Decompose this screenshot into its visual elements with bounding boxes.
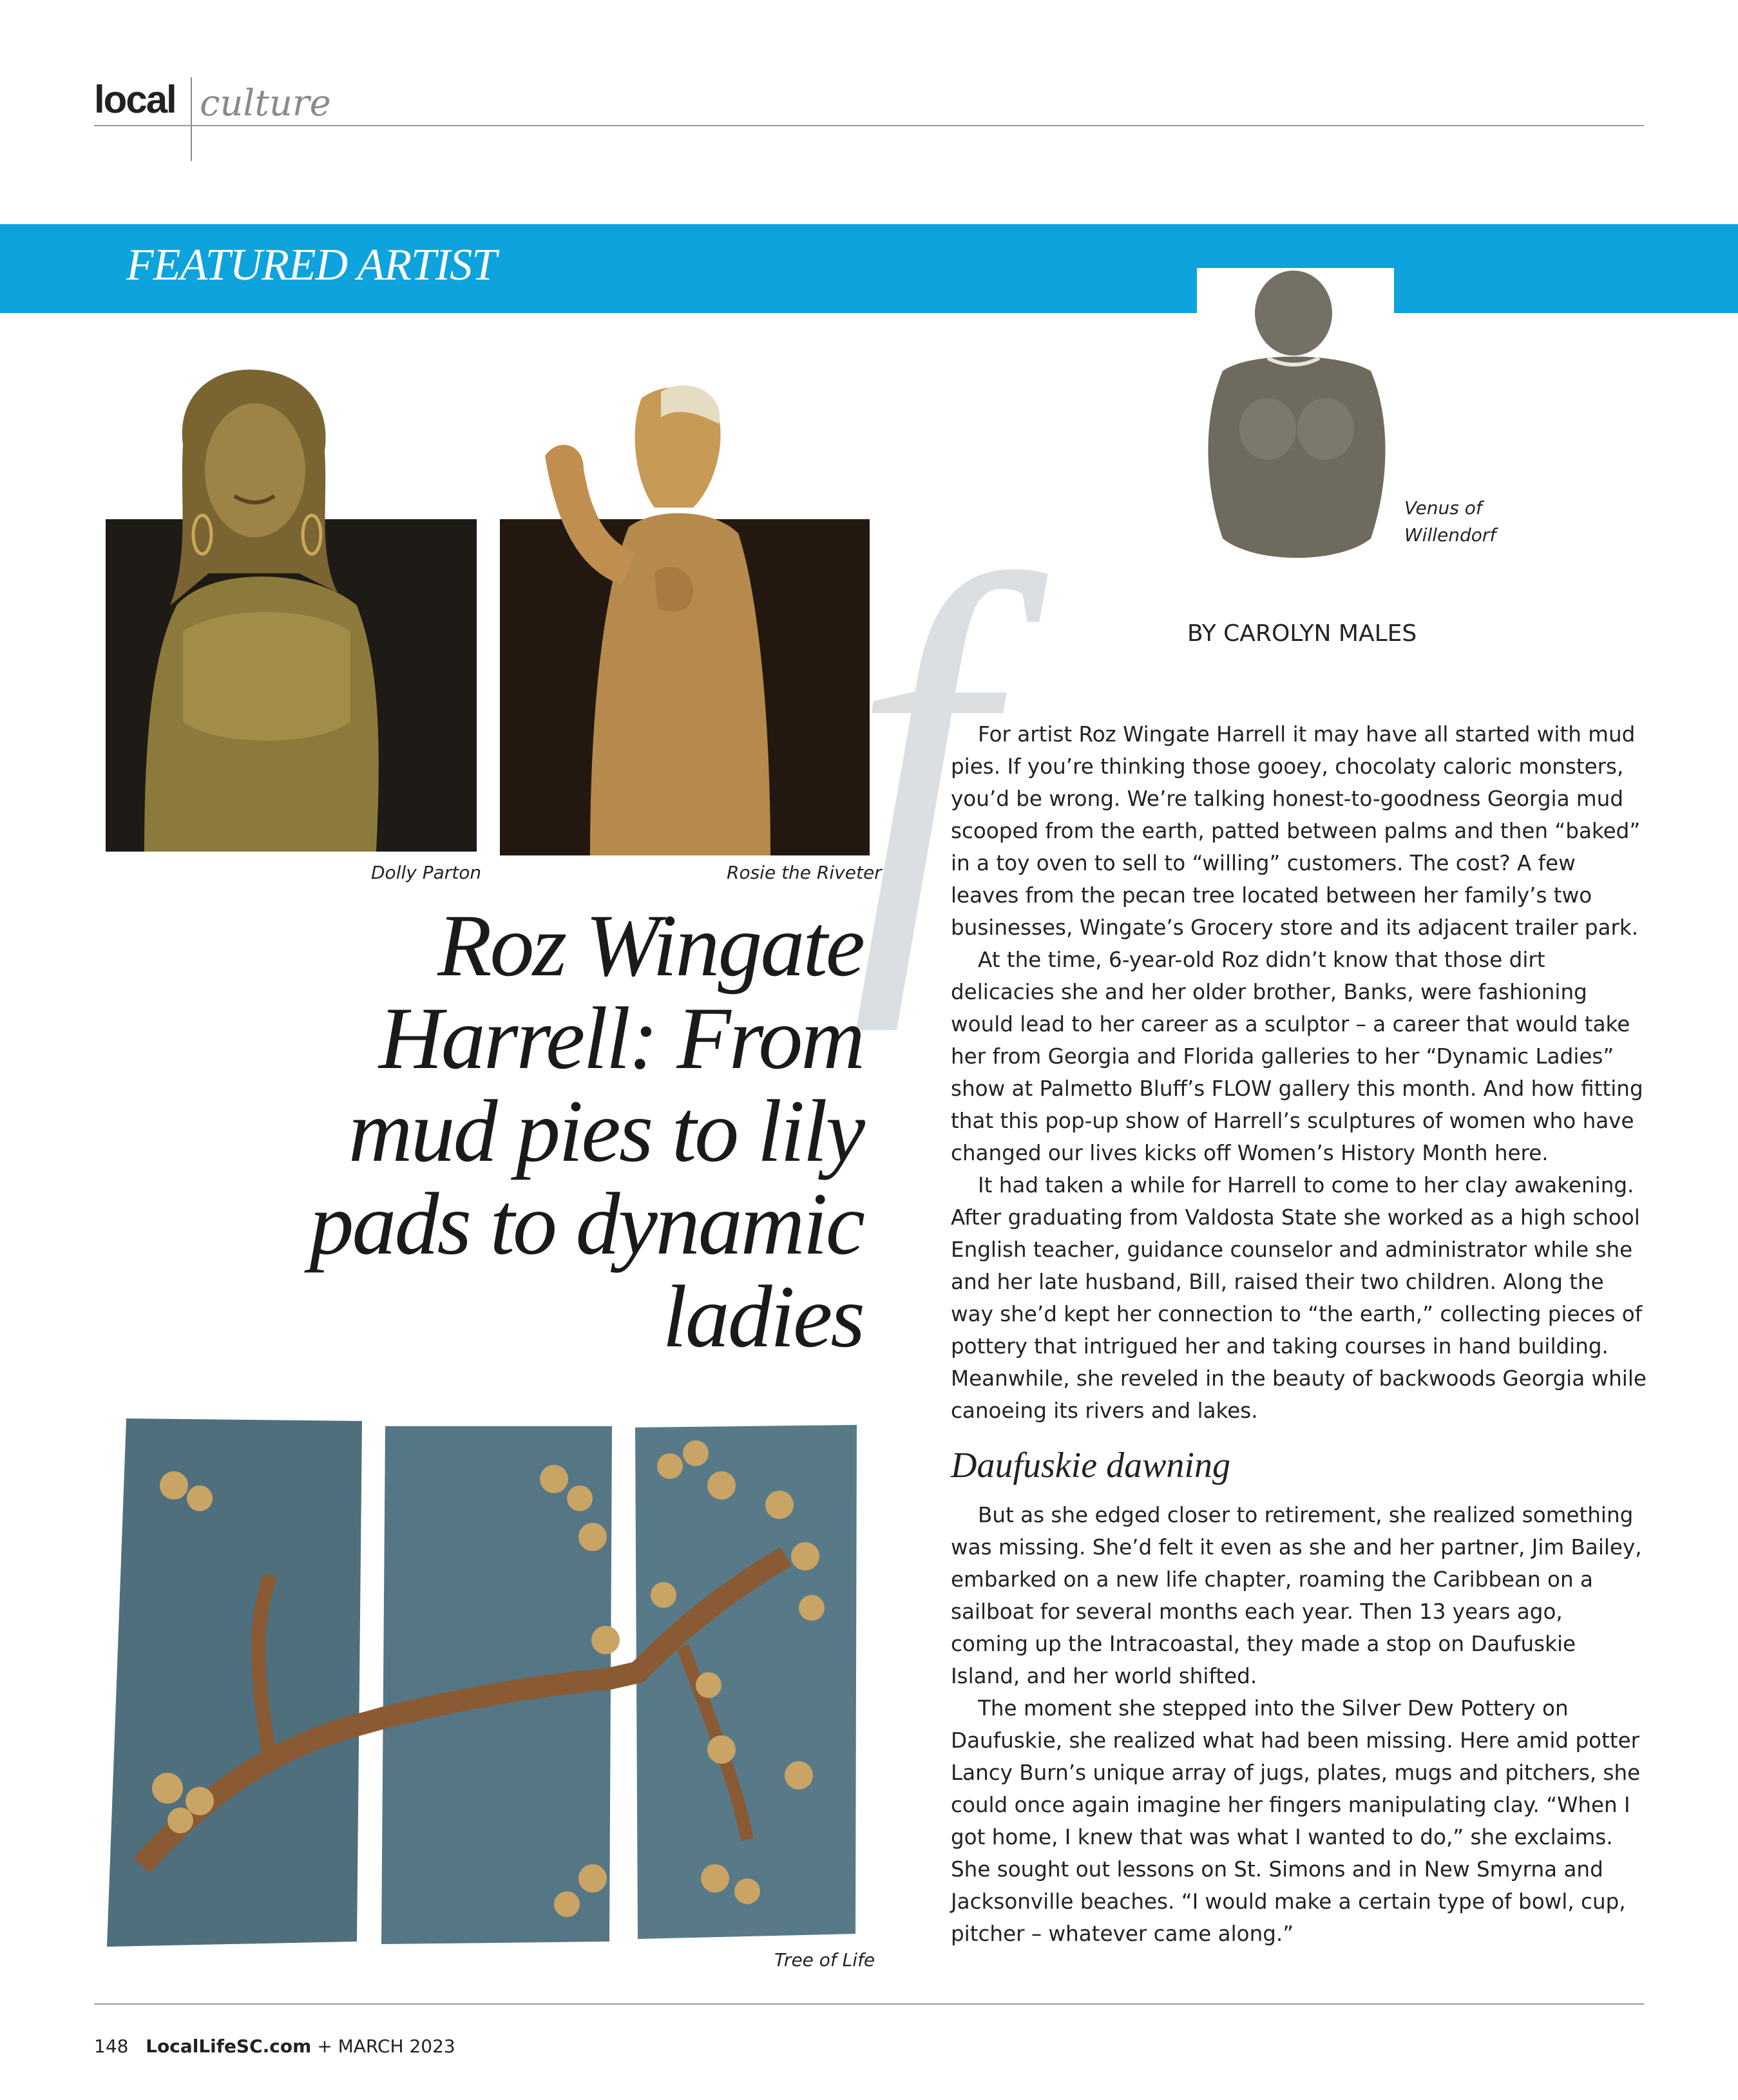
footer-issue: + MARCH 2023 (317, 2036, 455, 2057)
byline: BY CAROLYN MALES (1187, 620, 1417, 647)
header-rule (94, 125, 1644, 126)
featured-banner-label: FEATURED ARTIST (126, 240, 497, 290)
body-paragraph: But as she edged closer to retirement, she realized something was missing. She’d felt it even as she and her partner, Jim Bailey, embarked on a new life chapter, roaming the Caribbean on a sailboat for several months each year. Then 13 years ago, coming up the Intracoastal, they made a stop on Daufuskie Island, and her world shifted. (951, 1503, 1642, 1688)
footer-rule (94, 2003, 1644, 2005)
tree-of-life-photo (103, 1415, 868, 1963)
rosie-riveter-caption: Rosie the Riveter (727, 862, 882, 883)
footer-site: LocalLifeSC.com (146, 2036, 312, 2057)
body-paragraph: At the time, 6-year-old Roz didn’t know that those dirt delicacies she and her older brother, Banks, were fashioning would lead to her career as a sculptor – a career that would take her from Georgia and Florida galleries to her “Dynamic Ladies” show at Palmetto Bluff’s FLOW gallery this month. And how fitting that this pop-up show of Harrell’s sculptures of women who have changed our lives kicks off Women’s History Month here. (951, 948, 1643, 1165)
page-number: 148 (94, 2036, 129, 2057)
subsection-label: culture (200, 82, 331, 124)
body-paragraph: It had taken a while for Harrell to come to her clay awakening. After graduating from Valdosta State she worked as a high school English teacher, guidance counselor and administrator while she and her late husband, Bill, raised their two children. Along the way she’d kept her connection to “the earth,” collecting pieces of pottery that intrigued her and taking courses in hand building. Meanwhile, she reveled in the beauty of backwoods Georgia while canoeing its rivers and lakes. (951, 1173, 1647, 1423)
section-subhead: Daufuskie dawning (951, 1446, 1230, 1485)
dolly-parton-caption: Dolly Parton (371, 862, 482, 883)
article-headline: Roz Wingate Harrell: From mud pies to lily pads to dynamic ladies (309, 896, 863, 1366)
venus-photo (1197, 268, 1394, 566)
section-label: local (94, 78, 176, 121)
article-body (951, 718, 1647, 1950)
body-paragraph: The moment she stepped into the Silver Dew Pottery on Daufuskie, she realized what had been missing. Here amid potter Lancy Burn’s unique array of jugs, plates, mugs and pitchers, she could once again imagine her fingers manipulating clay. “When I got home, I knew that was what I wanted to do,” she exclaims. She sought out lessons on St. Simons and in New Smyrna and Jacksonville beaches. “I would make a certain type of bowl, cup, pitcher – whatever came along.” (951, 1696, 1641, 1946)
tree-of-life-caption: Tree of Life (774, 1949, 875, 1971)
decorative-drop-letter: f (850, 475, 990, 1032)
venus-caption: Venus of Willendorf (1404, 497, 1496, 546)
footer (94, 2036, 455, 2057)
body-paragraph: For artist Roz Wingate Harrell it may have all started with mud pies. If you’re thinking those gooey, chocolaty caloric monsters, you’d be wrong. We’re talking honest-to-goodness Georgia mud scooped from the earth, patted between palms and then “baked” in a toy oven to sell to “willing” customers. The cost? A few leaves from the pecan tree located between her family’s two businesses, Wingate’s Grocery store and its adjacent trailer park. (951, 722, 1641, 940)
header-divider (191, 77, 192, 161)
rosie-riveter-photo (500, 379, 870, 855)
dolly-parton-photo (106, 361, 477, 852)
